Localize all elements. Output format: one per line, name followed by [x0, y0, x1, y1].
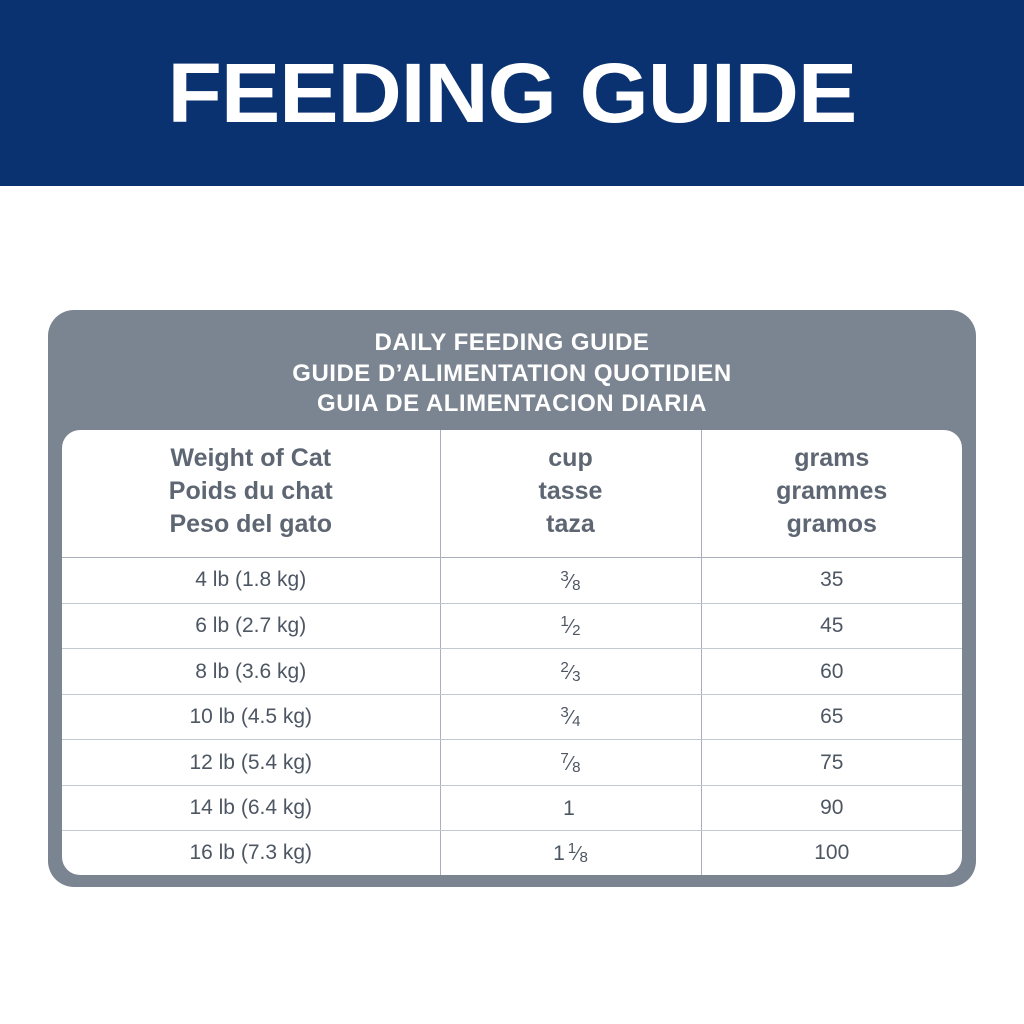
cell-grams: 45 [701, 603, 962, 649]
fraction-slash: ⁄ [568, 615, 573, 638]
fraction [560, 705, 580, 729]
table-row [62, 603, 962, 649]
cell-weight: 12 lb (5.4 kg) [62, 740, 440, 786]
cell-weight: 16 lb (7.3 kg) [62, 830, 440, 875]
table-header-row [62, 430, 962, 558]
table-row [62, 740, 962, 786]
cell-grams: 35 [701, 558, 962, 604]
fraction-numerator: 1 [560, 613, 569, 631]
column-header-cup-es: taza [546, 510, 595, 539]
cell-cup [440, 785, 701, 830]
cell-grams: 100 [814, 841, 850, 865]
fraction [560, 569, 580, 593]
fraction-numerator: 2 [560, 658, 569, 676]
cell-grams: 75 [701, 740, 962, 786]
column-header-weight-fr: Poids du chat [168, 477, 333, 506]
column-header-grams-fr: grammes [776, 477, 888, 506]
fraction-denominator: 8 [579, 849, 588, 867]
fraction [560, 751, 580, 775]
fraction-slash: ⁄ [568, 752, 573, 775]
cell-weight: 8 lb (3.6 kg) [62, 649, 440, 695]
fraction-denominator: 2 [572, 622, 581, 640]
cell-cup [440, 649, 701, 695]
fraction-denominator: 8 [572, 758, 581, 776]
column-header-grams-en: grams [794, 444, 870, 473]
card-heading-line-es: GUIA DE ALIMENTACION DIARIA [317, 390, 707, 418]
column-header-weight-es: Peso del gato [169, 510, 333, 539]
table-row [62, 649, 962, 695]
fraction-denominator: 4 [572, 713, 581, 731]
fraction-whole: 1 [563, 796, 575, 820]
table-row [62, 558, 962, 604]
fraction [560, 614, 580, 638]
column-header-cup-en: cup [548, 444, 593, 473]
card-heading-line-fr: GUIDE D’ALIMENTATION QUOTIDIEN [292, 359, 732, 387]
cell-cup [440, 558, 701, 604]
cell-grams: 60 [701, 649, 962, 695]
fraction-numerator: 1 [567, 840, 577, 858]
column-header-grams [701, 430, 962, 558]
feeding-table-wrapper [62, 430, 962, 875]
page-title: FEEDING GUIDE [167, 46, 857, 140]
fraction-slash: ⁄ [568, 706, 573, 729]
feeding-table [62, 430, 962, 875]
fraction-numerator: 7 [560, 749, 569, 767]
cell-cup [440, 830, 701, 875]
cell-weight: 14 lb (6.4 kg) [62, 785, 440, 830]
column-header-cup [440, 430, 701, 558]
column-header-weight [62, 430, 440, 558]
daily-feeding-guide-card [48, 310, 976, 887]
card-heading [56, 320, 968, 430]
cell-weight: 6 lb (2.7 kg) [62, 603, 440, 649]
fraction-whole: 1 [553, 842, 565, 866]
cell-grams: 65 [701, 694, 962, 740]
card-heading-line-en: DAILY FEEDING GUIDE [374, 329, 650, 356]
cell-cup [440, 740, 701, 786]
cell-grams: 90 [701, 785, 962, 830]
column-header-grams-es: gramos [786, 510, 877, 539]
cell-weight: 10 lb (4.5 kg) [62, 694, 440, 740]
fraction-slash: ⁄ [576, 843, 580, 866]
fraction [563, 798, 578, 819]
table-row [62, 785, 962, 830]
header-banner [0, 0, 1024, 186]
column-header-weight-en: Weight of Cat [170, 444, 332, 473]
fraction-numerator: 3 [560, 704, 569, 722]
table-row [62, 830, 962, 875]
fraction-numerator: 3 [560, 567, 569, 585]
fraction-slash: ⁄ [568, 570, 573, 593]
fraction [560, 660, 580, 684]
cell-weight: 4 lb (1.8 kg) [62, 558, 440, 604]
fraction-denominator: 3 [572, 667, 581, 685]
fraction-denominator: 8 [572, 576, 581, 594]
column-header-cup-fr: tasse [538, 477, 603, 506]
fraction-slash: ⁄ [568, 661, 573, 684]
fraction [553, 841, 588, 865]
feeding-table-body [62, 558, 962, 876]
cell-cup [440, 603, 701, 649]
table-row [62, 694, 962, 740]
cell-cup [440, 694, 701, 740]
